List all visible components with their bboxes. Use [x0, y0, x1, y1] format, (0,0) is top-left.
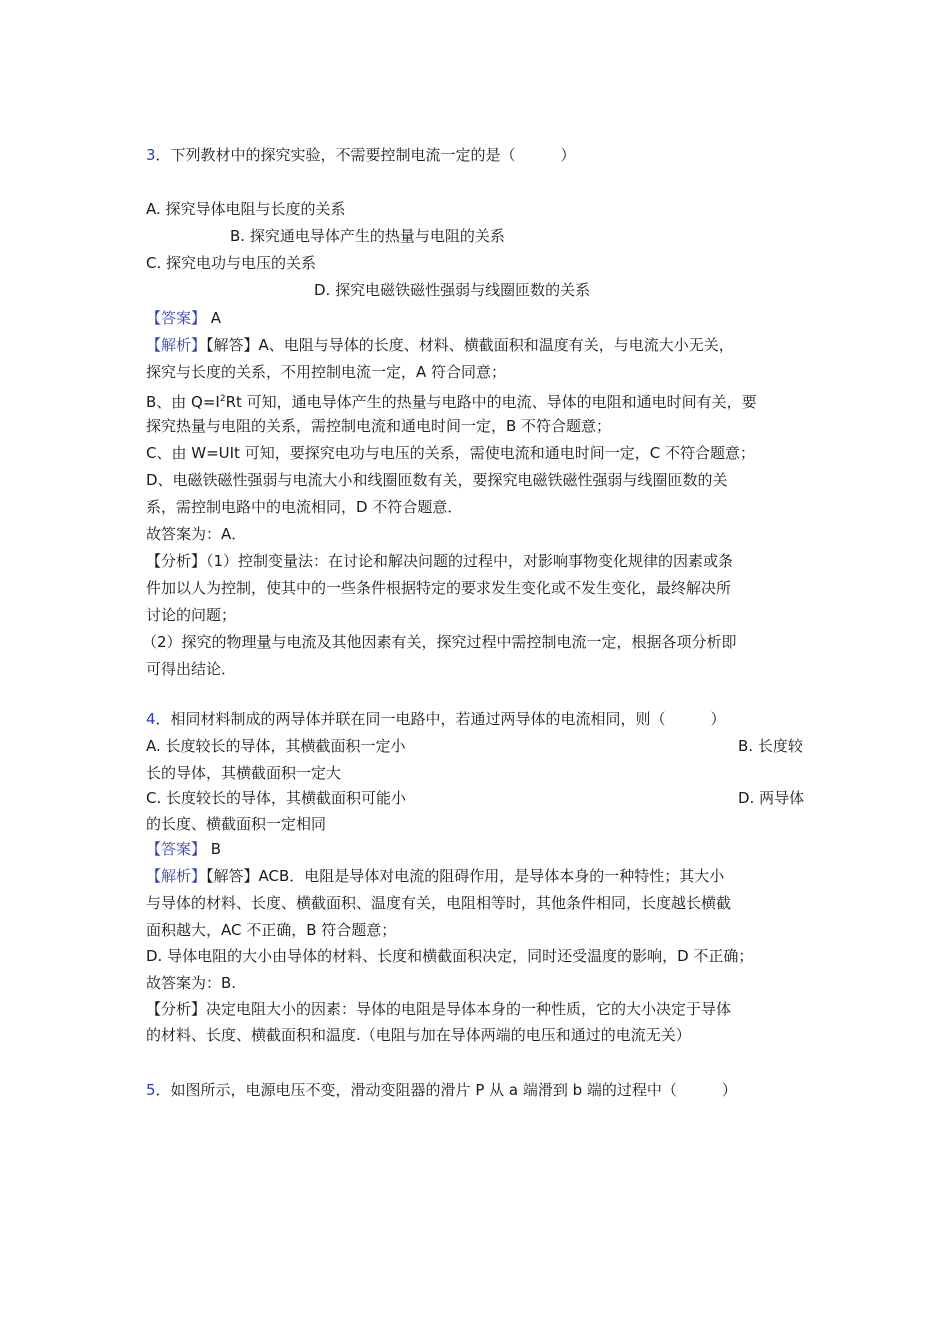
q4-analysis-line-6: 【分析】决定电阻大小的因素：导体的电阻是导体本身的一种性质，它的大小决定于导体: [146, 1000, 732, 1018]
q4-answer-value: B: [210, 840, 222, 858]
q4-option-c: C. 长度较长的导体，其横截面积可能小: [146, 789, 407, 807]
q4-analysis-line-2: 与导体的材料、长度、横截面积、温度有关，电阻相等时，其他条件相同，长度越长横截: [146, 894, 732, 912]
q4-stem-text: ．相同材料制成的两导体并联在同一电路中，若通过两导体的电流相同，则（ ）: [155, 710, 726, 728]
q3-option-a: A. 探究导体电阻与长度的关系: [146, 200, 346, 218]
q4-option-b-start: B. 长度较: [738, 737, 803, 755]
q3-analysis-text-1: 【解答】A、电阻与导体的长度、材料、横截面积和温度有关，与电流大小无关，: [206, 336, 734, 354]
q3-option-b: B. 探究通电导体产生的热量与电阻的关系: [230, 227, 505, 245]
q5-stem: [146, 1080, 737, 1100]
q3-analysis-line-10: 件加以人为控制，使其中的一些条件根据特定的要求发生变化或不发生变化，最终解决所: [146, 579, 732, 597]
q4-stem: [146, 709, 726, 729]
q3-answer-tag: 【答案】: [146, 309, 207, 327]
q3-stem-text: ．下列教材中的探究实验，不需要控制电流一定的是（ ）: [155, 146, 576, 164]
q4-analysis-tag: 【解析】: [146, 867, 207, 885]
q4-analysis-text-1: 【解答】ACB．电阻是导体对电流的阻碍作用，是导体本身的一种特性；其大小: [206, 867, 725, 885]
q3-analysis-text-3a: B、由 Q=I: [146, 393, 220, 411]
q3-analysis-line-1: [146, 335, 734, 355]
q3-analysis-text-3b: Rt 可知，通电导体产生的热量与电路中的电流、导体的电阻和通电时间有关，要: [225, 393, 757, 411]
q4-analysis-line-3: 面积越大，AC 不正确，B 符合题意；: [146, 921, 397, 939]
q3-answer-value: A: [210, 309, 222, 327]
q3-analysis-line-3: [146, 389, 757, 412]
q3-analysis-line-2: 探究与长度的关系，不用控制电流一定，A 符合同意；: [146, 363, 507, 381]
q3-analysis-line-6: D、电磁铁磁性强弱与电流大小和线圈匝数有关，要探究电磁铁磁性强弱与线圈匝数的关: [146, 471, 728, 489]
q3-analysis-tag: 【解析】: [146, 336, 207, 354]
q4-option-d-start: D. 两导体: [738, 789, 805, 807]
q3-analysis-line-7: 系，需控制电路中的电流相同，D 不符合题意．: [146, 498, 463, 516]
q4-answer: [146, 839, 221, 859]
q3-option-d: D. 探究电磁铁磁性强弱与线圈匝数的关系: [314, 281, 591, 299]
q3-analysis-line-12: （2）探究的物理量与电流及其他因素有关，探究过程中需控制电流一定，根据各项分析即: [142, 633, 737, 651]
q3-analysis-superscript: 2: [219, 394, 226, 404]
q4-number: 4: [146, 710, 156, 728]
q5-number: 5: [146, 1081, 156, 1099]
q4-analysis-line-7: 的材料、长度、横截面积和温度.（电阻与加在导体两端的电压和通过的电流无关）: [146, 1026, 691, 1044]
q4-analysis-line-4: D. 导体电阻的大小由导体的材料、长度和横截面积决定，同时还受温度的影响，D 不正确；: [146, 947, 754, 965]
q3-number: 3: [146, 146, 156, 164]
q3-answer: [146, 308, 221, 328]
q3-analysis-line-8: 故答案为：A．: [146, 525, 247, 543]
q4-option-b-cont: 长的导体，其横截面积一定大: [146, 764, 342, 782]
q4-analysis-line-1: [146, 866, 724, 886]
q5-stem-text: ．如图所示，电源电压不变，滑动变阻器的滑片 P 从 a 端滑到 b 端的过程中（ ）: [155, 1081, 737, 1099]
q3-analysis-line-9: 【分析】（1）控制变量法：在讨论和解决问题的过程中，对影响事物变化规律的因素或条: [146, 552, 734, 570]
q3-option-c: C. 探究电功与电压的关系: [146, 254, 317, 272]
q4-analysis-line-5: 故答案为：B.: [146, 974, 237, 992]
q4-option-d-cont: 的长度、横截面积一定相同: [146, 815, 327, 833]
q3-stem: [146, 145, 576, 165]
q3-analysis-line-11: 讨论的问题；: [146, 606, 237, 624]
q3-analysis-line-4: 探究热量与电阻的关系，需控制电流和通电时间一定，B 不符合题意；: [146, 417, 612, 435]
q3-analysis-line-5: C、由 W=UIt 可知，要探究电功与电压的关系，需使电流和通电时间一定，C 不符合题意；: [146, 444, 755, 462]
q4-answer-tag: 【答案】: [146, 840, 207, 858]
q4-option-a: A. 长度较长的导体，其横截面积一定小: [146, 737, 406, 755]
q3-analysis-line-13: 可得出结论．: [146, 660, 237, 678]
